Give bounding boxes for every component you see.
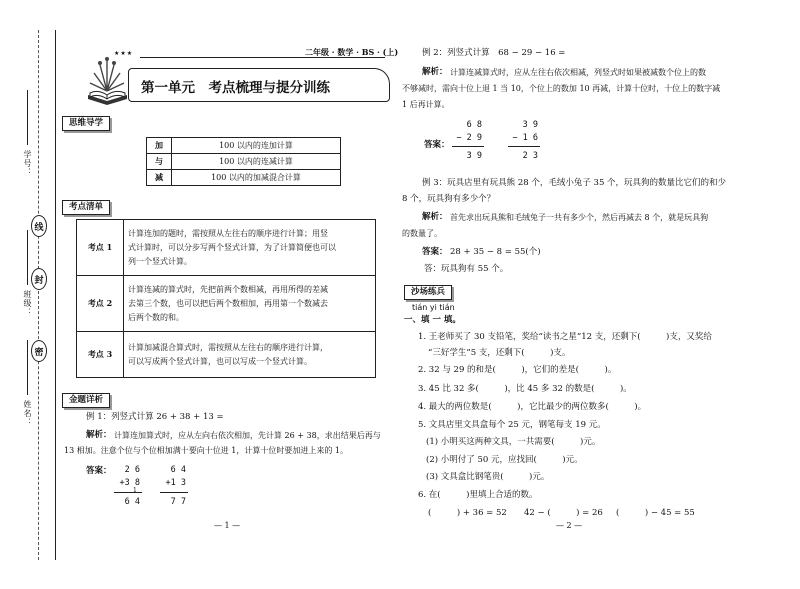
page-number-1: — 1 — bbox=[214, 521, 241, 530]
binding-solid-line bbox=[55, 30, 56, 560]
analysis-2-line-1: 计算连减算式时，应从左往右依次相减，列竖式时如果被减数个位上的数 bbox=[450, 68, 706, 77]
calcB-mid: +1 3 bbox=[165, 478, 186, 488]
section-1-title: 一、填 一 填。 bbox=[404, 315, 461, 325]
class-field-line bbox=[27, 230, 28, 285]
analysis-3-line-2: 的数量了。 bbox=[402, 229, 442, 238]
calcA-rule bbox=[114, 492, 142, 493]
answer-3-label: 答案： bbox=[422, 247, 448, 257]
kaodian-1-line-3: 列一个竖式计算。 bbox=[128, 256, 192, 266]
calcA-mid: +3 8 bbox=[119, 478, 140, 488]
calcD-top: 3 9 bbox=[522, 120, 538, 130]
unit-title-banner bbox=[128, 68, 390, 102]
example-1: 例 1：列竖式计算 26 + 38 + 13 = bbox=[86, 412, 224, 422]
student-id-field-line bbox=[27, 90, 28, 145]
open-book-icon bbox=[80, 55, 135, 110]
kaodian-label-1: 考点 1 bbox=[77, 220, 124, 276]
question-6-item-3: ( ) − 45 = 55 bbox=[616, 508, 695, 518]
calcB-top: 6 4 bbox=[170, 465, 186, 475]
question-5-2: (2) 小明付了 50 元，应找回( )元。 bbox=[426, 455, 583, 465]
analysis-2-line-3: 1 后再计算。 bbox=[402, 100, 450, 109]
analysis-1-line-1: 计算连加算式时，应从左向右依次相加，先计算 26 + 38，求出结果后再与 bbox=[114, 431, 381, 440]
analysis-2-label: 解析： bbox=[422, 67, 448, 77]
stars: ★★★ bbox=[114, 50, 134, 57]
calcC-mid: − 2 9 bbox=[456, 133, 482, 143]
kaodian-text-2 bbox=[124, 276, 376, 332]
kaodian-table bbox=[76, 219, 376, 378]
mind-op-2: 与 bbox=[147, 154, 172, 170]
calcC-rule bbox=[452, 146, 484, 147]
mind-op-3: 减 bbox=[147, 170, 172, 186]
calcB-rule bbox=[160, 492, 188, 493]
seal-mark: 封 bbox=[31, 268, 47, 290]
analysis-1-label: 解析： bbox=[86, 430, 112, 440]
calcB-result: 7 7 bbox=[170, 497, 186, 507]
answer-2-label: 答案： bbox=[424, 140, 450, 150]
example-3-line-1: 例 3：玩具店里有玩具熊 28 个，毛绒小兔子 35 个，玩具狗的数量比它们的和少 bbox=[422, 178, 727, 188]
calcD-result: 2 3 bbox=[522, 151, 538, 161]
mind-row-2: 100 以内的连减计算 bbox=[172, 154, 341, 170]
kaodian-label-3: 考点 3 bbox=[77, 332, 124, 378]
question-6-item-2: 42 − ( ) = 26 bbox=[524, 508, 603, 518]
example-3-line-2: 8 个，玩具狗有多少个？ bbox=[402, 194, 496, 204]
answer-1-label: 答案： bbox=[86, 466, 112, 476]
mind-op-1: 加 bbox=[147, 138, 172, 154]
answer-3-equation: 28 + 35 − 8 = 55(个) bbox=[450, 247, 541, 257]
question-5-1: (1) 小明买这两种文具，一共需要( )元。 bbox=[426, 437, 601, 447]
kaodian-2-line-1: 计算连减的算式时，先把前两个数相减，再用所得的差减 bbox=[128, 284, 328, 294]
calcA-top: 2 6 bbox=[124, 465, 140, 475]
calcA-result: 6 4 bbox=[124, 497, 140, 507]
kaodian-label-2: 考点 2 bbox=[77, 276, 124, 332]
question-3: 3. 45 比 32 多( )，比 45 多 32 的数是( )。 bbox=[418, 384, 632, 394]
calcC-result: 3 9 bbox=[466, 151, 482, 161]
kaodian-text-3 bbox=[124, 332, 376, 378]
analysis-3-label: 解析： bbox=[422, 212, 448, 222]
question-6: 6. 在( )里填上合适的数。 bbox=[418, 490, 538, 500]
answer-3-statement: 答：玩具狗有 55 个。 bbox=[424, 264, 509, 274]
page-number-2: — 2 — bbox=[556, 521, 583, 530]
calcD-rule bbox=[508, 146, 540, 147]
name-label: 姓名： bbox=[23, 400, 32, 427]
calcC-top: 6 8 bbox=[466, 120, 482, 130]
kaodian-2-line-3: 后两个数的和。 bbox=[128, 312, 184, 322]
analysis-2-line-2: 不够减时，需向十位上退 1 当 10，个位上的数加 10 再减，计算十位时，十位上的数字减 bbox=[402, 84, 721, 93]
question-2: 2. 32 与 29 的和是( )，它们的差是( )。 bbox=[418, 365, 617, 375]
question-1-line-1: 1. 王老师买了 30 支铅笔，奖给“读书之星”12 支，还剩下( )支，又奖给 bbox=[418, 332, 712, 342]
kaodian-3-line-1: 计算加减混合算式时，需按照从左往右的顺序进行计算， bbox=[128, 342, 328, 352]
question-4: 4. 最大的两位数是( )，它比最少的两位数多( )。 bbox=[418, 402, 647, 412]
name-field-line bbox=[27, 340, 28, 395]
seal-line-mark: 线 bbox=[31, 215, 47, 237]
mind-row-1: 100 以内的连加计算 bbox=[172, 138, 341, 154]
student-id-label: 学号： bbox=[23, 150, 32, 177]
mind-row-3: 100 以内的加减混合计算 bbox=[172, 170, 341, 186]
kaodian-1-line-2: 式计算时，可以分步写两个竖式计算，为了计算简便也可以 bbox=[128, 242, 336, 252]
question-5: 5. 文具店里文具盒每个 25 元，钢笔每支 19 元。 bbox=[418, 420, 606, 430]
kaodian-heading: 考点清单 bbox=[62, 200, 110, 215]
pinyin: tián yi tián bbox=[412, 303, 455, 312]
header-rule bbox=[140, 57, 385, 58]
question-6-item-1: ( ) + 36 = 52 bbox=[428, 508, 507, 518]
grade-info: 二年级 · 数学 · BS · (上) bbox=[305, 47, 399, 57]
question-5-3: (3) 文具盒比钢笔贵( )元。 bbox=[426, 472, 550, 482]
jingti-heading: 金题详析 bbox=[62, 393, 110, 408]
calcA-carry: 1 bbox=[133, 487, 137, 494]
seal-dense-mark: 密 bbox=[31, 340, 47, 362]
kaodian-text-1 bbox=[124, 220, 376, 276]
example-2: 例 2：列竖式计算 68 − 29 − 16 = bbox=[422, 48, 566, 58]
analysis-1-line-2: 13 相加。注意个位与个位相加满十要向十位进 1，计算十位时要加进上来的 1。 bbox=[64, 446, 348, 455]
binding-dashed-line bbox=[38, 30, 39, 560]
mind-map-heading: 思维导学 bbox=[62, 116, 110, 131]
kaodian-1-line-1: 计算连加的题时，需按照从左往右的顺序进行计算；用竖 bbox=[128, 228, 328, 238]
practice-heading: 沙场练兵 bbox=[404, 285, 452, 300]
kaodian-3-line-2: 可以写成两个竖式计算，也可以写成一个竖式计算。 bbox=[128, 356, 312, 366]
kaodian-2-line-2: 去第三个数，也可以把后两个数相加，再用第一个数减去 bbox=[128, 298, 328, 308]
mind-map-table bbox=[146, 137, 341, 186]
class-label: 班级： bbox=[23, 290, 32, 317]
unit-title: 第一单元 考点梳理与提分训练 bbox=[141, 80, 330, 96]
calcD-mid: − 1 6 bbox=[512, 133, 538, 143]
analysis-3-line-1: 首先求出玩具熊和毛绒兔子一共有多少个，然后再减去 8 个，就是玩具狗 bbox=[450, 213, 709, 222]
question-1-line-2: “三好学生”5 支，还剩下( )支。 bbox=[428, 348, 571, 358]
